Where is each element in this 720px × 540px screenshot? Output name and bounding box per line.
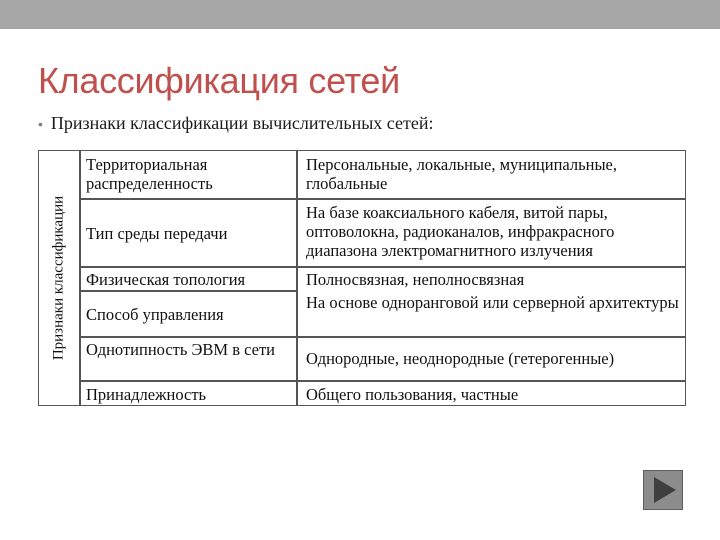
table-cell-values: Полносвязная, неполносвязная bbox=[306, 270, 525, 289]
table-divider bbox=[79, 380, 686, 382]
next-slide-button[interactable] bbox=[643, 470, 683, 510]
table-cell-values: Общего пользования, частные bbox=[306, 385, 519, 404]
play-triangle-icon bbox=[644, 471, 682, 509]
slide-title: Классификация сетей bbox=[38, 60, 400, 101]
table-cell-values: На основе одноранговой или серверной архитектуры bbox=[306, 293, 679, 312]
table-cell-values: На базе коаксиального кабеля, витой пары, оптоволокна, радиоканалов, инфракрасного диапазона электромагнитного излучения bbox=[306, 203, 615, 260]
table-cell-feature: Физическая топология bbox=[86, 270, 246, 289]
top-bar bbox=[0, 0, 720, 29]
table-cell-feature: Территориальная распределенность bbox=[86, 155, 213, 193]
bullet-dot-icon: • bbox=[38, 116, 43, 132]
table-cell-values: Персональные, локальные, муниципальные, глобальные bbox=[306, 155, 618, 193]
table-cell-feature: Способ управления bbox=[86, 305, 224, 324]
table-divider bbox=[79, 266, 686, 268]
side-label-cell bbox=[40, 150, 78, 406]
table-divider bbox=[79, 198, 686, 200]
table-divider bbox=[296, 150, 298, 406]
table-cell-values: Однородные, неоднородные (гетерогенные) bbox=[306, 349, 615, 368]
table-divider bbox=[79, 336, 686, 338]
table-cell-feature: Однотипность ЭВМ в сети bbox=[86, 340, 276, 359]
bullet-text: Признаки классификации вычислительных сетей: bbox=[50, 113, 434, 133]
table-divider bbox=[79, 290, 296, 292]
table-cell-feature: Тип среды передачи bbox=[86, 224, 228, 243]
bullet-item bbox=[38, 113, 433, 134]
side-label: Признаки классификации bbox=[50, 195, 67, 361]
table-cell-feature: Принадлежность bbox=[86, 385, 207, 404]
